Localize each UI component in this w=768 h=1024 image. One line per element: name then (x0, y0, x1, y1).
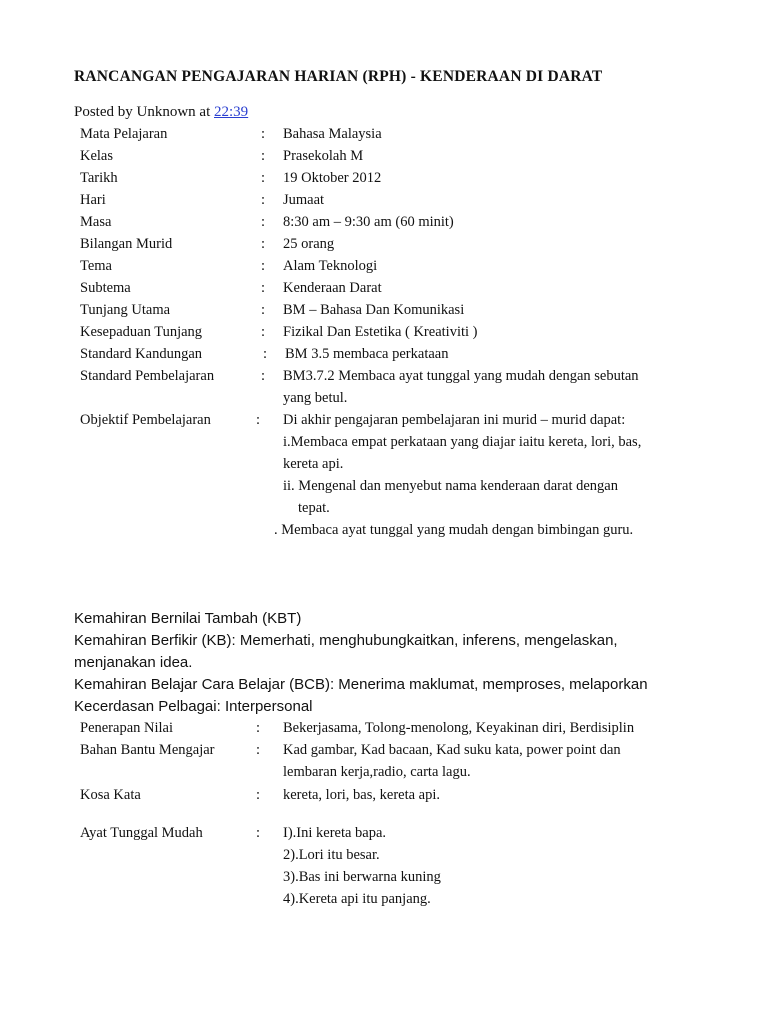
field-colon: : (261, 192, 266, 208)
field-value: 25 orang (283, 236, 335, 252)
page-title: RANCANGAN PENGAJARAN HARIAN (RPH) - KENDERAAN DI DARAT (74, 68, 603, 85)
ayat-colon: : (256, 825, 261, 841)
penerapan-value: Bekerjasama, Tolong-menolong, Keyakinan diri, Berdisiplin (283, 720, 635, 736)
field-colon: : (261, 236, 266, 252)
field-colon: : (261, 302, 266, 318)
field-label: Kelas (80, 148, 114, 164)
field-value: BM – Bahasa Dan Komunikasi (283, 302, 465, 318)
field-value-continued: yang betul. (283, 390, 348, 406)
kemahiran-line: menjanakan idea. (74, 654, 193, 671)
field-colon: : (261, 170, 266, 186)
kemahiran-line: Kemahiran Belajar Cara Belajar (BCB): Menerima maklumat, memproses, melaporkan (74, 676, 648, 693)
objektif-label: Objektif Pembelajaran (80, 412, 211, 428)
kemahiran-line: Kemahiran Bernilai Tambah (KBT) (74, 610, 302, 627)
ayat-line: I).Ini kereta bapa. (283, 825, 387, 841)
field-label: Subtema (80, 280, 131, 296)
penerapan-label: Penerapan Nilai (80, 720, 174, 736)
objektif-line: kereta api. (283, 456, 344, 472)
field-label: Masa (80, 214, 112, 230)
kosa-colon: : (256, 787, 261, 803)
field-value: Fizikal Dan Estetika ( Kreativiti ) (283, 324, 478, 340)
ayat-line: 3).Bas ini berwarna kuning (283, 869, 441, 885)
bahan-value-continued: lembaran kerja,radio, carta lagu. (283, 764, 471, 780)
field-label: Standard Kandungan (80, 346, 203, 362)
ayat-line: 4).Kereta api itu panjang. (283, 891, 431, 907)
field-label: Kesepaduan Tunjang (80, 324, 203, 340)
field-value: Jumaat (283, 192, 325, 208)
field-label: Hari (80, 192, 106, 208)
posted-line (74, 104, 248, 121)
kosa-label: Kosa Kata (80, 787, 141, 803)
field-label: Tarikh (80, 170, 118, 186)
objektif-colon: : (256, 412, 261, 428)
field-colon: : (261, 126, 266, 142)
ayat-label: Ayat Tunggal Mudah (80, 825, 203, 841)
field-colon: : (261, 214, 266, 230)
field-label: Tunjang Utama (80, 302, 171, 318)
kosa-value: kereta, lori, bas, kereta api. (283, 787, 441, 803)
bahan-value: Kad gambar, Kad bacaan, Kad suku kata, power point dan (283, 742, 621, 758)
posted-by-text: Posted by Unknown at (74, 104, 214, 120)
field-value: BM 3.5 membaca perkataan (285, 346, 449, 362)
field-label: Bilangan Murid (80, 236, 173, 252)
field-colon: : (261, 148, 266, 164)
field-value: BM3.7.2 Membaca ayat tunggal yang mudah dengan sebutan (283, 368, 639, 384)
ayat-line: 2).Lori itu besar. (283, 847, 380, 863)
field-colon: : (261, 368, 266, 384)
field-value: Bahasa Malaysia (283, 126, 382, 142)
field-value: Alam Teknologi (283, 258, 378, 274)
kemahiran-line: Kemahiran Berfikir (KB): Memerhati, menghubungkaitkan, inferens, mengelaskan, (74, 632, 618, 649)
field-colon: : (261, 258, 266, 274)
bahan-label: Bahan Bantu Mengajar (80, 742, 215, 758)
objektif-line: Di akhir pengajaran pembelajaran ini murid – murid dapat: (283, 412, 626, 428)
objektif-line: ii. Mengenal dan menyebut nama kenderaan darat dengan (283, 478, 618, 494)
bahan-colon: : (256, 742, 261, 758)
field-colon: : (261, 280, 266, 296)
objektif-line: i.Membaca empat perkataan yang diajar iaitu kereta, lori, bas, (283, 434, 642, 450)
penerapan-colon: : (256, 720, 261, 736)
field-value: Kenderaan Darat (283, 280, 382, 296)
field-label: Standard Pembelajaran (80, 368, 215, 384)
post-time-link[interactable]: 22:39 (214, 104, 249, 120)
field-label: Tema (80, 258, 112, 274)
field-label: Mata Pelajaran (80, 126, 168, 142)
field-value: 19 Oktober 2012 (283, 170, 382, 186)
objektif-line: . Membaca ayat tunggal yang mudah dengan bimbingan guru. (274, 522, 634, 538)
field-value: Prasekolah M (283, 148, 364, 164)
kemahiran-line: Kecerdasan Pelbagai: Interpersonal (74, 698, 313, 715)
field-colon: : (263, 346, 268, 362)
field-colon: : (261, 324, 266, 340)
objektif-line: tepat. (298, 500, 330, 516)
field-value: 8:30 am – 9:30 am (60 minit) (283, 214, 454, 230)
